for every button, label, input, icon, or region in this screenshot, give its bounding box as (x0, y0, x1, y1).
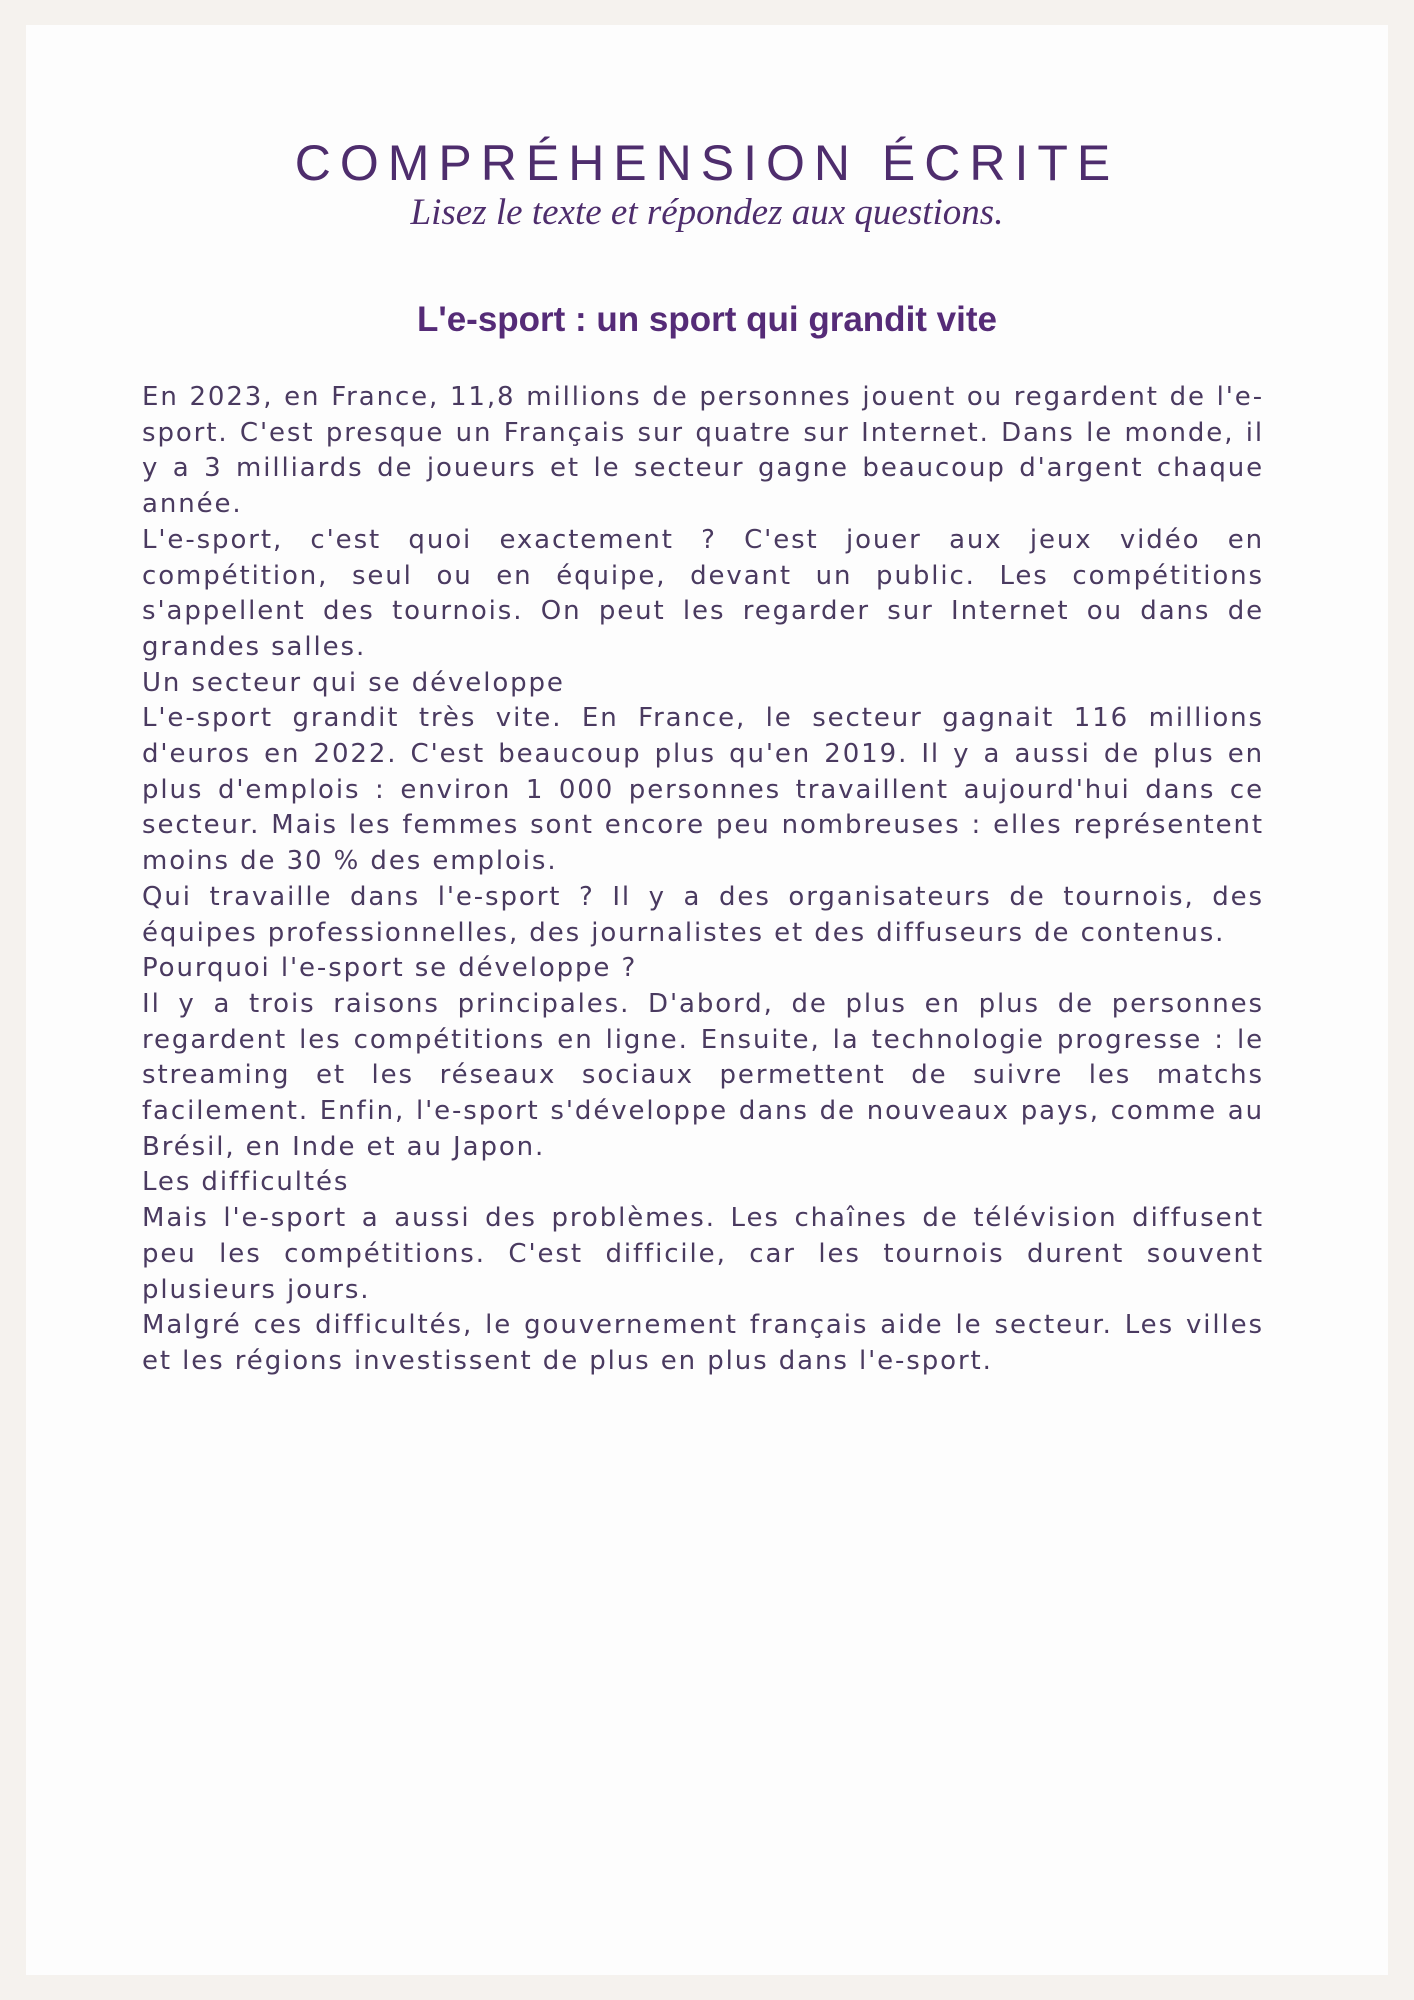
page-title: COMPRÉHENSION ÉCRITE (294, 135, 1120, 191)
paragraph: Qui travaille dans l'e-sport ? Il y a des organisateurs de tournois, des équipes professionnelles, des journalistes et des diffuseurs de contenus. (142, 881, 1264, 948)
paragraph: L'e-sport grandit très vite. En France, le secteur gagnait 116 millions d'euros en 2022. C'est beaucoup plus qu'en 2019. Il y a aussi de plus en plus d'emplois : environ 1 000 personnes travaillent aujourd'hui dans ce secteur. Mais les femmes sont encore peu nombreuses : elles représentent moins de 30 % des emplois. (142, 703, 1264, 877)
instruction-text: Lisez le texte et répondez aux questions. (410, 192, 1004, 233)
article-body (142, 380, 1264, 1380)
worksheet-header (26, 133, 1388, 234)
paragraph: Mais l'e-sport a aussi des problèmes. Les chaînes de télévision diffusent peu les compétitions. C'est difficile, car les tournois durent souvent plusieurs jours. (142, 1203, 1264, 1305)
paragraph: Malgré ces difficultés, le gouvernement français aide le secteur. Les villes et les régions investissent de plus en plus dans l'e-sport. (142, 1310, 1264, 1376)
paragraph: Il y a trois raisons principales. D'abord, de plus en plus de personnes regardent les compétitions en ligne. Ensuite, la technologie progresse : le streaming et les réseaux sociaux permettent de suivre les matchs facilement. Enfin, l'e-sport s'développe dans de nouveaux pays, comme au Brésil, en Inde et au Japon. (142, 988, 1264, 1162)
section-heading: Un secteur qui se développe (142, 667, 565, 698)
section-heading: Pourquoi l'e-sport se développe ? (142, 953, 638, 984)
paragraph: En 2023, en France, 11,8 millions de personnes jouent ou regardent de l'e-sport. C'est presque un Français sur quatre sur Internet. Dans le monde, il y a 3 milliards de joueurs et le secteur gagne beaucoup d'argent chaque année. (142, 382, 1264, 520)
article-title: L'e-sport : un sport qui grandit vite (417, 300, 997, 339)
paragraph: L'e-sport, c'est quoi exactement ? C'est jouer aux jeux vidéo en compétition, seul ou en équipe, devant un public. Les compétitions s'appellent des tournois. On peut les regarder sur Internet ou dans de grandes salles. (142, 524, 1264, 662)
worksheet-page (26, 25, 1388, 1975)
section-heading: Les difficultés (142, 1167, 350, 1198)
